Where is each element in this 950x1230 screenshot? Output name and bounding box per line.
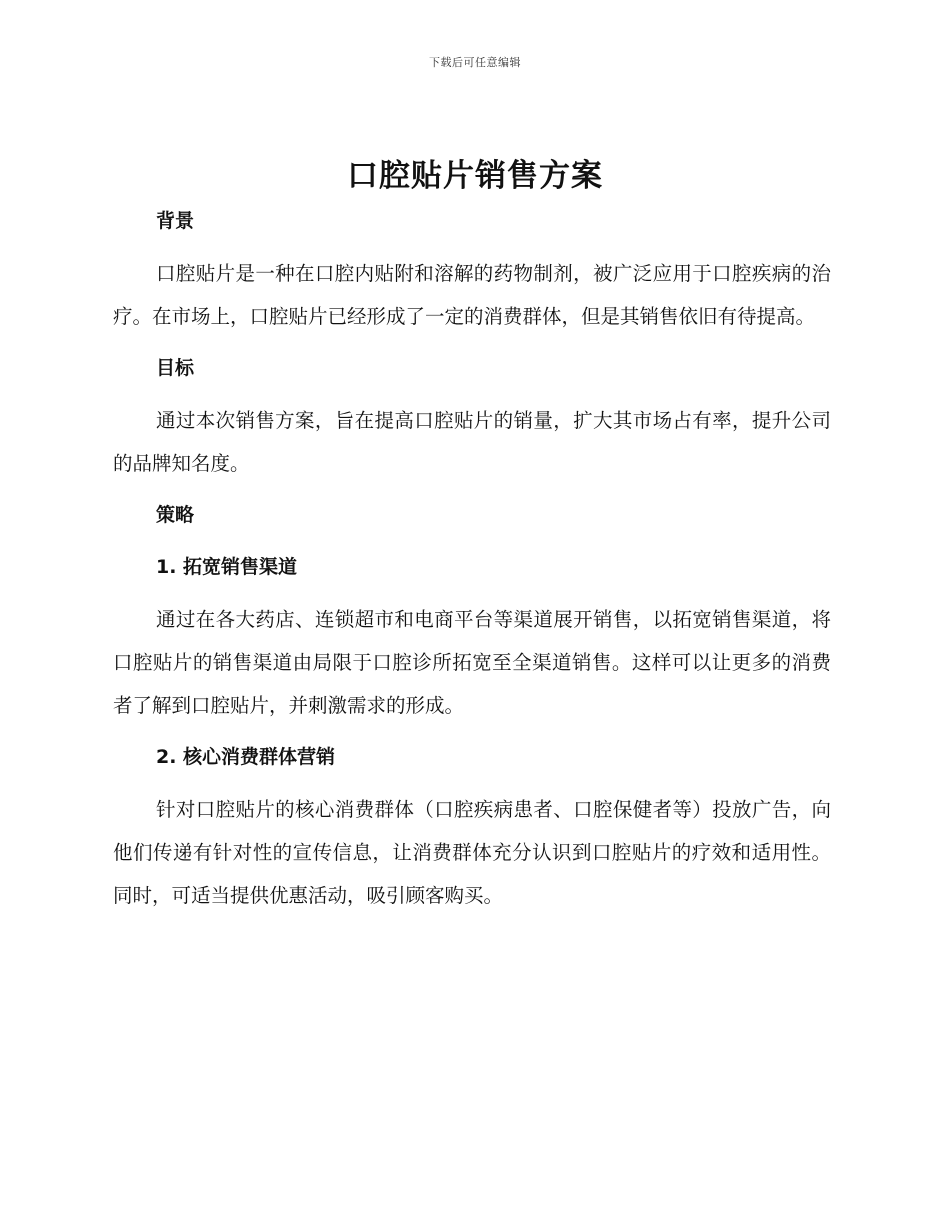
paragraph-goal: 通过本次销售方案，旨在提高口腔贴片的销量，扩大其市场占有率，提升公司的品牌知名度。 [113,409,831,475]
subsection-heading-channels: 1. 拓宽销售渠道 [156,556,298,578]
page-header-note: 下载后可任意编辑 [429,56,521,69]
paragraph-background: 口腔贴片是一种在口腔内贴附和溶解的药物制剂，被广泛应用于口腔疾病的治疗。在市场上，口腔贴片已经形成了一定的消费群体，但是其销售依旧有待提高。 [113,262,831,328]
section-heading-goal: 目标 [156,357,195,379]
section-heading-background: 背景 [156,210,195,232]
section-heading-strategy: 策略 [156,504,195,526]
paragraph-core-group: 针对口腔贴片的核心消费群体（口腔疾病患者、口腔保健者等）投放广告，向他们传递有针对性的宣传信息，让消费群体充分认识到口腔贴片的疗效和适用性。同时，可适当提供优惠活动，吸引顾客购买。 [113,798,831,907]
document-body [113,203,831,929]
document-title: 口腔贴片销售方案 [347,158,603,194]
paragraph-channels: 通过在各大药店、连锁超市和电商平台等渠道展开销售，以拓宽销售渠道，将口腔贴片的销售渠道由局限于口腔诊所拓宽至全渠道销售。这样可以让更多的消费者了解到口腔贴片，并刺激需求的形成。 [113,608,831,717]
subsection-heading-core-group: 2. 核心消费群体营销 [156,746,336,768]
